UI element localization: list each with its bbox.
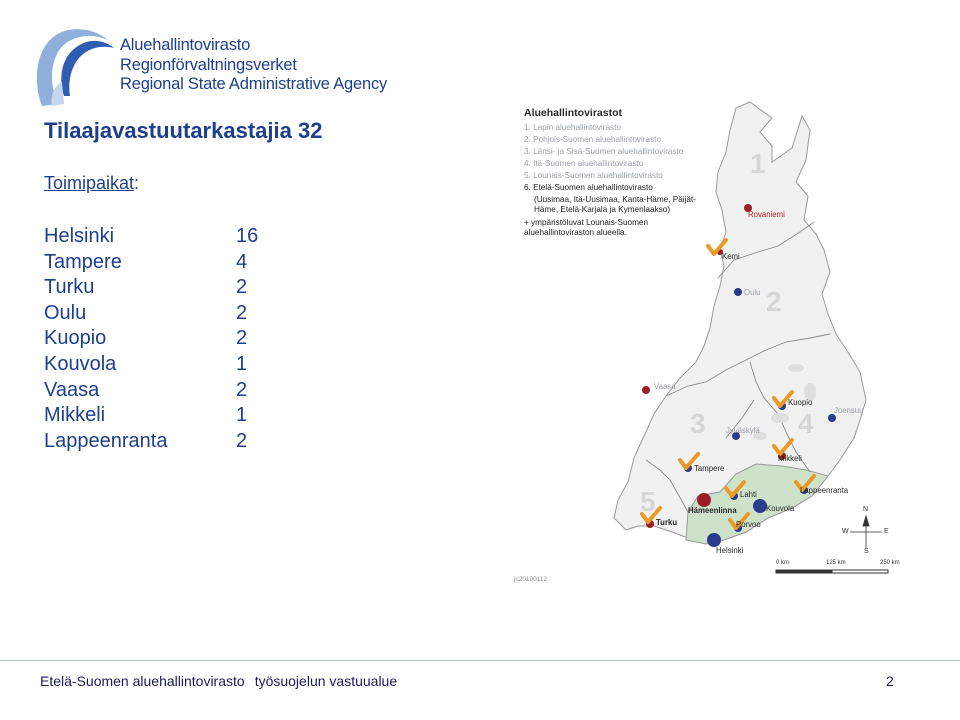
- office-list: [44, 224, 274, 454]
- region-number-3: 3: [690, 408, 706, 439]
- compass-w: W: [842, 528, 849, 535]
- legend-heading: Aluehallintovirastot: [524, 107, 623, 119]
- region-number-2: 2: [766, 286, 782, 317]
- footer-org: [40, 673, 397, 689]
- scale-label-125: 125 km: [826, 560, 846, 566]
- office-city: Mikkeli: [44, 404, 106, 427]
- office-count: 4: [236, 250, 248, 273]
- compass-n: N: [863, 506, 869, 513]
- legend-item-4: 4. Itä-Suomen aluehallintovirasto: [524, 159, 644, 168]
- scale-label-0: 0 km: [776, 560, 790, 566]
- logo-line-swedish: Regionförvaltningsverket: [120, 55, 297, 74]
- office-city: Vaasa: [44, 378, 100, 401]
- city-label-oulu: Oulu: [744, 288, 761, 297]
- map-legend: [524, 108, 714, 240]
- city-label-jyvaskyla: Jyväskylä: [726, 426, 760, 435]
- office-count: 2: [236, 276, 248, 299]
- footer-unit: työsuojelun vastuualue: [254, 673, 398, 689]
- city-dot-kouvola: [753, 499, 767, 513]
- footer-divider: [0, 660, 960, 661]
- legend-item-6-regions: (Uusimaa, Itä-Uusimaa, Kanta-Häme, Päijät-Häme, Etelä-Karjala ja Kymenlaakso): [534, 195, 696, 214]
- city-label-mikkeli: Mikkeli: [778, 454, 802, 463]
- slide-title: Tilaajavastuutarkastajia 32: [44, 118, 323, 143]
- city-dot-hameenlinna: [697, 493, 711, 507]
- city-label-porvoo: Porvoo: [736, 520, 761, 529]
- office-row: [44, 352, 274, 378]
- city-label-joensuu: Joensuu: [834, 406, 864, 415]
- office-count: 2: [236, 301, 248, 324]
- office-count: 16: [236, 225, 259, 247]
- page-number: 2: [886, 673, 894, 689]
- city-label-hameenlinna: Hämeenlinna: [688, 506, 737, 515]
- city-dot-helsinki: [707, 533, 721, 547]
- office-row: [44, 326, 274, 352]
- office-city: Turku: [44, 276, 95, 299]
- compass-e: E: [884, 528, 889, 535]
- city-dot-vaasa: [642, 386, 650, 394]
- offices-heading: [44, 173, 139, 194]
- logo-line-english: Regional State Administrative Agency: [120, 75, 388, 93]
- legend-item-1: 1. Lapin aluehallintovirasto: [524, 123, 621, 132]
- office-count: 1: [236, 404, 248, 427]
- city-label-helsinki: Helsinki: [716, 546, 744, 555]
- compass-icon: [850, 516, 882, 548]
- city-label-tampere: Tampere: [694, 464, 725, 473]
- office-row: [44, 224, 274, 250]
- office-row: [44, 275, 274, 301]
- region-number-4: 4: [798, 408, 814, 439]
- finland-regions-map: [510, 100, 930, 600]
- offices-heading-link[interactable]: Toimipaikat: [44, 173, 135, 193]
- office-city: Oulu: [44, 301, 87, 324]
- region-number-1: 1: [750, 148, 766, 179]
- office-row: [44, 403, 274, 429]
- office-row: [44, 429, 274, 455]
- office-row: [44, 250, 274, 276]
- compass-s: S: [864, 548, 869, 555]
- agency-logo: [28, 26, 388, 108]
- city-label-kemi: Kemi: [722, 252, 740, 261]
- legend-item-6: 6. Etelä-Suomen aluehallintovirasto: [524, 183, 653, 192]
- legend-item-2: 2. Pohjois-Suomen aluehallintovirasto: [524, 135, 661, 144]
- city-label-kouvola: Kouvola: [766, 504, 795, 513]
- office-count: 2: [236, 327, 248, 350]
- footer-org-name: Etelä-Suomen aluehallintovirasto: [40, 673, 245, 689]
- region-number-5: 5: [640, 486, 656, 517]
- legend-item-3: 3. Länsi- ja Sisä-Suomen aluehallintovirasto: [524, 147, 684, 156]
- city-label-lappeenranta: Lappeenranta: [800, 486, 849, 495]
- office-city: Lappeenranta: [44, 429, 168, 452]
- city-label-rovaniemi: Rovaniemi: [748, 210, 785, 219]
- office-row: [44, 378, 274, 404]
- avi-swoosh-icon: [28, 26, 118, 108]
- logo-line-finnish: Aluehallintovirasto: [120, 36, 251, 54]
- office-count: 2: [236, 378, 248, 401]
- office-count: 2: [236, 429, 248, 452]
- scale-bar: [776, 570, 888, 573]
- legend-note: + ympäristöluvat Lounais-Suomen aluehallintoviraston alueella.: [524, 218, 649, 237]
- office-city: Kouvola: [44, 352, 117, 375]
- city-dot-oulu: [734, 288, 742, 296]
- scale-label-250: 250 km: [880, 560, 900, 566]
- city-dot-joensuu: [828, 414, 836, 422]
- office-city: Tampere: [44, 250, 122, 273]
- office-count: 1: [236, 352, 248, 375]
- map-code: jc20100112: [514, 576, 548, 583]
- legend-item-5: 5. Lounais-Suomen aluehallintovirasto: [524, 171, 663, 180]
- offices-heading-colon: :: [134, 173, 140, 193]
- city-label-turku: Turku: [656, 518, 678, 527]
- city-label-lahti: Lahti: [740, 490, 757, 499]
- office-row: [44, 301, 274, 327]
- city-label-vaasa: Vaasa: [654, 382, 676, 391]
- office-city: Kuopio: [44, 327, 107, 350]
- office-city: Helsinki: [44, 225, 115, 247]
- city-label-kuopio: Kuopio: [788, 398, 813, 407]
